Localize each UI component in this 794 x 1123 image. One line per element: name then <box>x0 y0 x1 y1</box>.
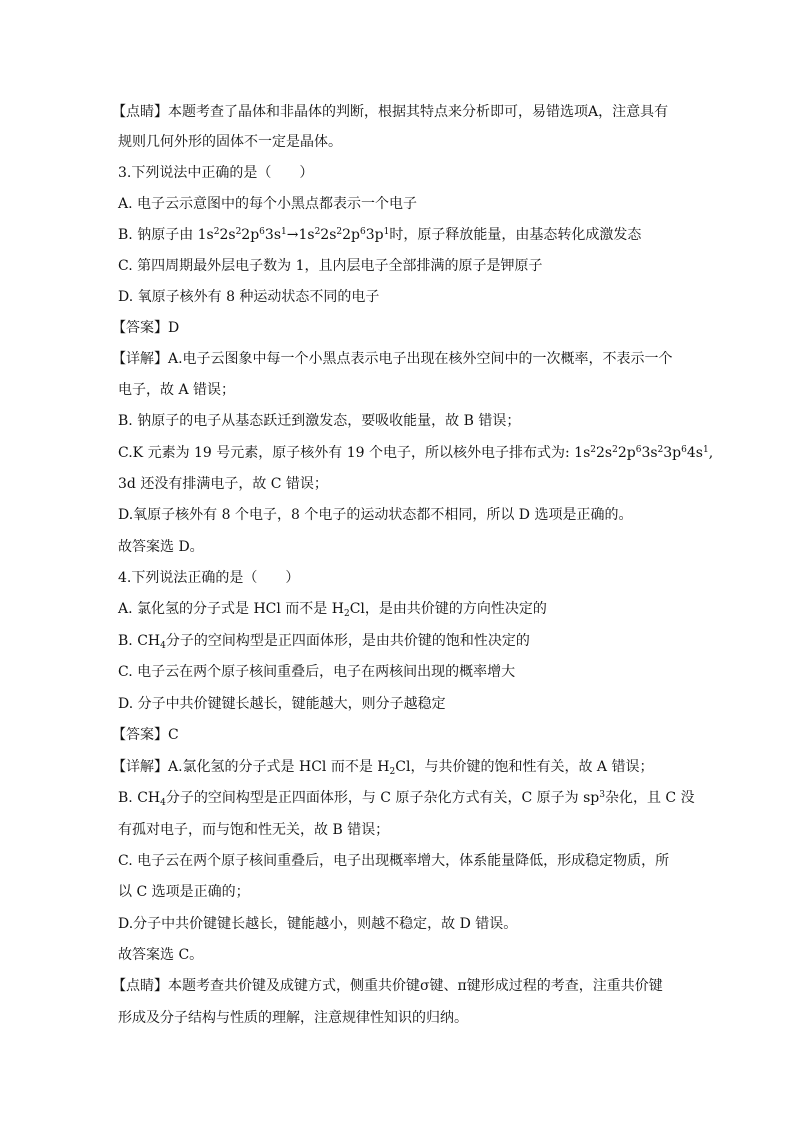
q4-explanation-line-6: D.分子中共价键键长越长，键能越小，则越不稳定，故 D 错误。 <box>118 916 518 932</box>
q3-explanation-line-3: B. 钠原子的电子从基态跃迁到激发态，要吸收能量，故 B 错误； <box>118 413 521 429</box>
q4-explanation-line-4: C. 电子云在两个原子核间重叠后，电子出现概率增大，体系能量降低，形成稳定物质，所 <box>118 853 670 869</box>
q3-option-b: B. 钠原子由 $1s^22s^22p^63s^1\to 1s^22s^22p^63p^1$时，原子释放能量，由基态转化成激发态 <box>118 227 642 243</box>
q3-option-d: D. 氧原子核外有 8 种运动状态不同的电子 <box>118 289 380 305</box>
q4-explanation-line-1: 【详解】A.氯化氢的分子式是 HCl 而不是 $H_2Cl$，与共价键的饱和性有关，故 A 错误； <box>112 759 654 777</box>
q3-explanation-line-4: C.K 元素为 19 号元素，原子核外有 19 个电子，所以核外电子排布式为: $1s^22s^22p^63s^23p^64s^1$, <box>118 445 714 461</box>
q4-answer: 【答案】C <box>112 727 179 743</box>
question-3-stem: 3.下列说法中正确的是（ ） <box>118 165 314 181</box>
q4-explanation-line-5: 以 C 选项是正确的； <box>118 884 250 900</box>
q3-explanation-line-1: 【详解】A.电子云图象中每一个小黑点表示电子出现在核外空间中的一次概率，不表示一个 <box>112 351 673 367</box>
q3-explanation-line-6: D.氧原子核外有 8 个电子，8 个电子的运动状态都不相同，所以 D 选项是正确的。 <box>118 507 633 523</box>
q4-option-b: B. $CH_4$分子的空间构型是正四面体形，是由共价键的饱和性决定的 <box>118 633 530 651</box>
q3-final: 故答案选 D。 <box>118 539 204 555</box>
q4-option-a: A. 氯化氢的分子式是 HCl 而不是 $H_2Cl$，是由共价键的方向性决定的 <box>118 601 547 619</box>
q4-explanation-line-3: 有孤对电子，而与饱和性无关，故 B 错误； <box>118 822 390 838</box>
q3-explanation-line-5: 3d 还没有排满电子，故 C 错误； <box>118 476 328 492</box>
tip-2-line-1: 【点睛】本题考查共价键及成键方式，侧重共价键σ键、π键形成过程的考查，注重共价键 <box>112 978 663 994</box>
tip-2-line-2: 形成及分子结构与性质的理解，注意规律性知识的归纳。 <box>118 1010 468 1026</box>
q4-final: 故答案选 C。 <box>118 947 204 963</box>
q3-answer: 【答案】D <box>112 320 180 336</box>
tip-line-1: 【点睛】本题考查了晶体和非晶体的判断，根据其特点来分析即可，易错选项A，注意具有 <box>112 104 669 120</box>
q4-option-d: D. 分子中共价键键长越长，键能越大，则分子越稳定 <box>118 696 446 712</box>
tip-line-2: 规则几何外形的固体不一定是晶体。 <box>118 134 342 150</box>
q4-explanation-line-2: B. $CH_4$分子的空间构型是正四面体形，与 C 原子杂化方式有关，C 原子为 $sp^3$杂化，且 C 没 <box>118 790 695 808</box>
question-4-stem: 4.下列说法正确的是（ ） <box>118 570 300 586</box>
q3-option-c: C. 第四周期最外层电子数为 1，且内层电子全部排满的原子是钾原子 <box>118 258 543 274</box>
q3-option-a: A. 电子云示意图中的每个小黑点都表示一个电子 <box>118 196 418 212</box>
q3-explanation-line-2: 电子，故 A 错误； <box>118 382 236 398</box>
q4-option-c: C. 电子云在两个原子核间重叠后，电子在两核间出现的概率增大 <box>118 664 516 680</box>
